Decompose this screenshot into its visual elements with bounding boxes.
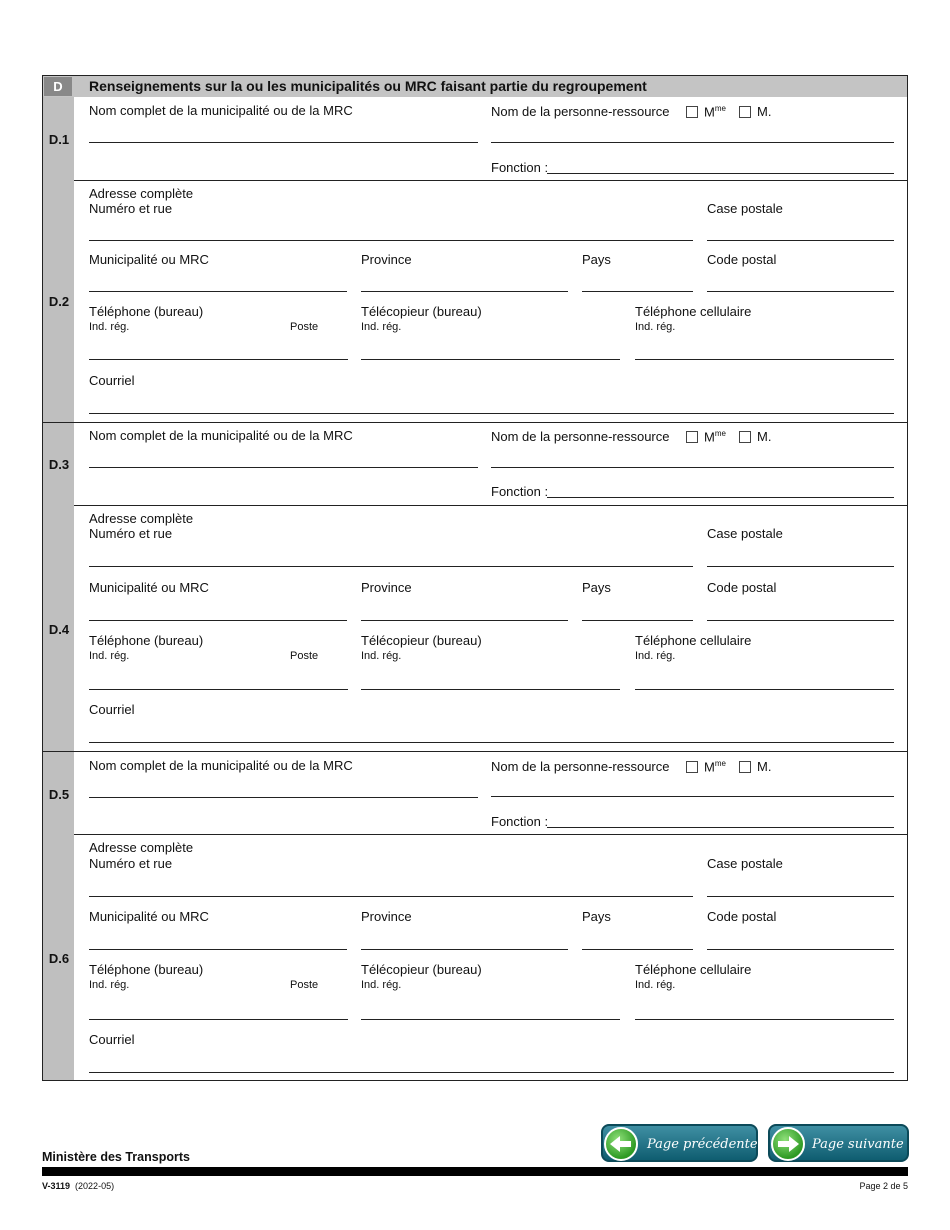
municipality-name-input[interactable] bbox=[89, 142, 478, 143]
country-label: Pays bbox=[582, 909, 611, 924]
block-divider bbox=[43, 751, 907, 752]
fax-input[interactable] bbox=[361, 1019, 620, 1020]
row-label-d2: D.2 bbox=[48, 294, 70, 309]
row-label-d6: D.6 bbox=[48, 951, 70, 966]
fax-area-code-label: Ind. rég. bbox=[361, 979, 402, 991]
email-input[interactable] bbox=[89, 1072, 894, 1073]
cell-input[interactable] bbox=[635, 359, 894, 360]
municipality-name-label: Nom complet de la municipalité ou de la MRC bbox=[89, 103, 353, 118]
contact-name-input[interactable] bbox=[491, 467, 894, 468]
mme-label: $M^{me}$ bbox=[704, 429, 726, 445]
full-address-label: Adresse complète bbox=[89, 511, 194, 526]
po-box-input[interactable] bbox=[707, 896, 894, 897]
phone-input[interactable] bbox=[89, 689, 348, 690]
street-label: Numéro et rue bbox=[89, 526, 173, 541]
previous-page-label: Page précédente bbox=[647, 1137, 758, 1152]
page-number: Page 2 de 5 bbox=[859, 1181, 908, 1191]
fax-label: Télécopieur (bureau) bbox=[361, 962, 482, 977]
city-input[interactable] bbox=[89, 291, 347, 292]
street-input[interactable] bbox=[89, 240, 693, 241]
postal-code-input[interactable] bbox=[707, 949, 894, 950]
email-label: Courriel bbox=[89, 702, 135, 717]
mme-checkbox[interactable] bbox=[686, 431, 698, 443]
m-label: M. bbox=[757, 759, 772, 774]
fax-label: Télécopieur (bureau) bbox=[361, 633, 482, 648]
function-input[interactable] bbox=[547, 173, 894, 174]
fax-input[interactable] bbox=[361, 359, 620, 360]
function-label: Fonction : bbox=[491, 160, 549, 175]
form-id: V-3119 (2022-05) bbox=[42, 1181, 115, 1191]
m-label: M. bbox=[757, 104, 772, 119]
row-label-d3: D.3 bbox=[48, 457, 70, 472]
full-address-label: Adresse complète bbox=[89, 186, 194, 201]
po-box-label: Case postale bbox=[707, 201, 783, 216]
block-divider bbox=[43, 422, 907, 423]
next-page-button[interactable] bbox=[768, 1124, 909, 1162]
form-frame bbox=[42, 75, 908, 1081]
phone-input[interactable] bbox=[89, 1019, 348, 1020]
contact-name-input[interactable] bbox=[491, 796, 894, 797]
contact-name-input[interactable] bbox=[491, 142, 894, 143]
city-label: Municipalité ou MRC bbox=[89, 252, 209, 267]
function-input[interactable] bbox=[547, 497, 894, 498]
municipality-name-input[interactable] bbox=[89, 797, 478, 798]
ministry-name: Ministère des Transports bbox=[42, 1150, 190, 1164]
street-label: Numéro et rue bbox=[89, 856, 173, 871]
section-letter: D bbox=[53, 79, 63, 94]
contact-name-label: Nom de la personne-ressource bbox=[491, 104, 670, 119]
postal-code-label: Code postal bbox=[707, 252, 777, 267]
fax-area-code-label: Ind. rég. bbox=[361, 321, 402, 333]
cell-label: Téléphone cellulaire bbox=[635, 633, 752, 648]
row-label-d1: D.1 bbox=[48, 132, 70, 147]
contact-name-label: Nom de la personne-ressource bbox=[491, 759, 670, 774]
cell-input[interactable] bbox=[635, 1019, 894, 1020]
next-page-label: Page suivante bbox=[812, 1137, 904, 1152]
province-label: Province bbox=[361, 580, 412, 595]
full-address-label: Adresse complète bbox=[89, 840, 194, 855]
email-label: Courriel bbox=[89, 373, 135, 388]
street-input[interactable] bbox=[89, 896, 693, 897]
city-input[interactable] bbox=[89, 949, 347, 950]
city-label: Municipalité ou MRC bbox=[89, 580, 209, 595]
mme-label: $M^{me}$ bbox=[704, 104, 726, 120]
city-label: Municipalité ou MRC bbox=[89, 909, 209, 924]
m-label: M. bbox=[757, 429, 772, 444]
email-input[interactable] bbox=[89, 413, 894, 414]
email-label: Courriel bbox=[89, 1032, 135, 1047]
row-divider bbox=[74, 505, 907, 506]
phone-ext-label: Poste bbox=[290, 979, 319, 991]
country-label: Pays bbox=[582, 252, 611, 267]
phone-ext-label: Poste bbox=[290, 321, 319, 333]
m-checkbox[interactable] bbox=[739, 431, 751, 443]
municipality-name-label: Nom complet de la municipalité ou de la MRC bbox=[89, 758, 353, 773]
section-title: Renseignements sur la ou les municipalités ou MRC faisant partie du regroupement bbox=[89, 78, 647, 94]
contact-name-label: Nom de la personne-ressource bbox=[491, 429, 670, 444]
phone-area-code-label: Ind. rég. bbox=[89, 650, 130, 662]
country-input[interactable] bbox=[582, 291, 693, 292]
mme-checkbox[interactable] bbox=[686, 761, 698, 773]
function-label: Fonction : bbox=[491, 814, 549, 829]
row-label-d4: D.4 bbox=[48, 622, 70, 637]
mme-label: $M^{me}$ bbox=[704, 759, 726, 775]
phone-input[interactable] bbox=[89, 359, 348, 360]
municipality-name-label: Nom complet de la municipalité ou de la MRC bbox=[89, 428, 353, 443]
fax-area-code-label: Ind. rég. bbox=[361, 650, 402, 662]
function-label: Fonction : bbox=[491, 484, 549, 499]
cell-label: Téléphone cellulaire bbox=[635, 962, 752, 977]
fax-label: Télécopieur (bureau) bbox=[361, 304, 482, 319]
label-column bbox=[43, 76, 74, 1080]
po-box-label: Case postale bbox=[707, 526, 783, 541]
phone-label: Téléphone (bureau) bbox=[89, 962, 204, 977]
row-divider bbox=[74, 180, 907, 181]
city-input[interactable] bbox=[89, 620, 347, 621]
po-box-input[interactable] bbox=[707, 240, 894, 241]
back-arrow-icon bbox=[604, 1127, 638, 1161]
cell-label: Téléphone cellulaire bbox=[635, 304, 752, 319]
postal-code-input[interactable] bbox=[707, 291, 894, 292]
province-label: Province bbox=[361, 909, 412, 924]
postal-code-label: Code postal bbox=[707, 909, 777, 924]
phone-label: Téléphone (bureau) bbox=[89, 633, 204, 648]
po-box-label: Case postale bbox=[707, 856, 783, 871]
phone-label: Téléphone (bureau) bbox=[89, 304, 204, 319]
postal-code-label: Code postal bbox=[707, 580, 777, 595]
phone-ext-label: Poste bbox=[290, 650, 319, 662]
municipality-name-input[interactable] bbox=[89, 467, 478, 468]
row-label-d5: D.5 bbox=[48, 787, 70, 802]
m-checkbox[interactable] bbox=[739, 106, 751, 118]
row-divider bbox=[74, 834, 907, 835]
province-input[interactable] bbox=[361, 291, 568, 292]
cell-area-code-label: Ind. rég. bbox=[635, 321, 676, 333]
province-label: Province bbox=[361, 252, 412, 267]
postal-code-input[interactable] bbox=[707, 620, 894, 621]
street-input[interactable] bbox=[89, 566, 693, 567]
function-input[interactable] bbox=[547, 827, 894, 828]
footer-bar bbox=[42, 1167, 908, 1176]
province-input[interactable] bbox=[361, 949, 568, 950]
country-input[interactable] bbox=[582, 620, 693, 621]
m-checkbox[interactable] bbox=[739, 761, 751, 773]
phone-area-code-label: Ind. rég. bbox=[89, 979, 130, 991]
email-input[interactable] bbox=[89, 742, 894, 743]
cell-area-code-label: Ind. rég. bbox=[635, 650, 676, 662]
province-input[interactable] bbox=[361, 620, 568, 621]
po-box-input[interactable] bbox=[707, 566, 894, 567]
country-input[interactable] bbox=[582, 949, 693, 950]
forward-arrow-icon bbox=[771, 1127, 805, 1161]
fax-input[interactable] bbox=[361, 689, 620, 690]
country-label: Pays bbox=[582, 580, 611, 595]
cell-input[interactable] bbox=[635, 689, 894, 690]
mme-checkbox[interactable] bbox=[686, 106, 698, 118]
previous-page-button[interactable] bbox=[601, 1124, 758, 1162]
street-label: Numéro et rue bbox=[89, 201, 173, 216]
cell-area-code-label: Ind. rég. bbox=[635, 979, 676, 991]
phone-area-code-label: Ind. rég. bbox=[89, 321, 130, 333]
